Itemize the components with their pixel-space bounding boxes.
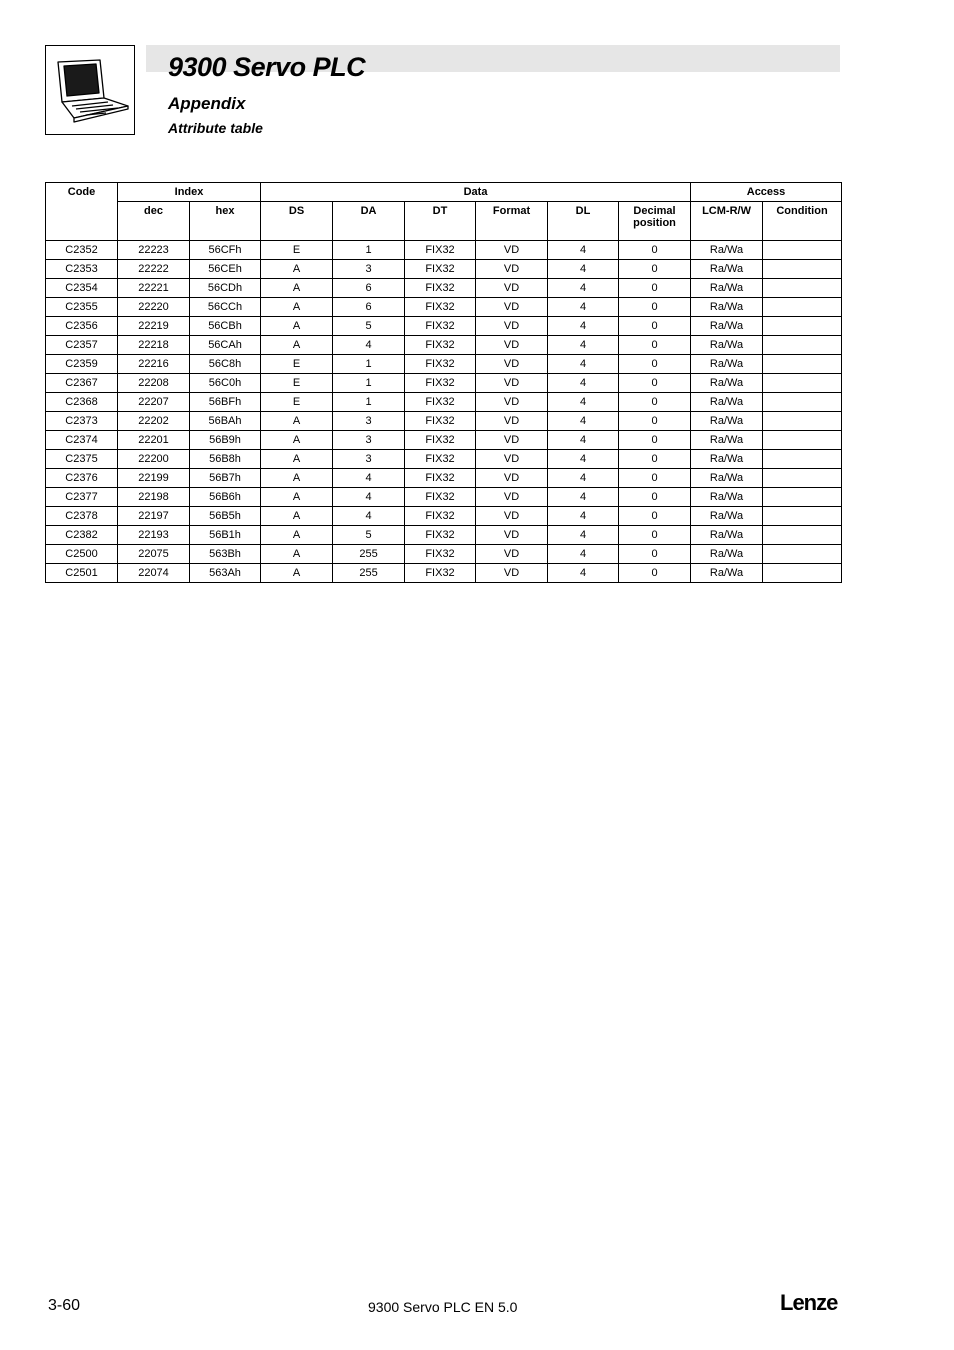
laptop-icon-frame	[45, 45, 135, 135]
table-body	[46, 241, 842, 583]
table-cell: 22220	[118, 298, 190, 317]
table-cell: 0	[619, 317, 691, 336]
table-cell	[763, 317, 842, 336]
table-cell: C2375	[46, 450, 118, 469]
table-cell: Ra/Wa	[691, 298, 763, 317]
table-cell: 1	[333, 241, 405, 260]
table-cell: 56BAh	[190, 412, 261, 431]
table-cell: 4	[548, 260, 619, 279]
table-cell: A	[261, 450, 333, 469]
table-cell: C2367	[46, 374, 118, 393]
table-cell: VD	[476, 241, 548, 260]
table-cell: 563Bh	[190, 545, 261, 564]
column-group-index: Index	[118, 183, 261, 202]
table-cell: Ra/Wa	[691, 355, 763, 374]
table-cell: 22221	[118, 279, 190, 298]
table-cell: VD	[476, 431, 548, 450]
table-cell: 0	[619, 526, 691, 545]
table-cell: FIX32	[405, 317, 476, 336]
table-cell: 4	[548, 298, 619, 317]
table-cell	[763, 545, 842, 564]
table-cell: VD	[476, 298, 548, 317]
table-cell: 4	[548, 450, 619, 469]
table-cell: 1	[333, 355, 405, 374]
table-cell: FIX32	[405, 488, 476, 507]
table-cell: FIX32	[405, 355, 476, 374]
table-cell: FIX32	[405, 241, 476, 260]
table-row	[46, 526, 842, 545]
table-cell: A	[261, 469, 333, 488]
table-cell: 3	[333, 260, 405, 279]
column-header-decimal-position: Decimal position	[619, 202, 691, 241]
table-cell: 22193	[118, 526, 190, 545]
table-cell: 56B9h	[190, 431, 261, 450]
column-header-da: DA	[333, 202, 405, 241]
table-cell: Ra/Wa	[691, 431, 763, 450]
column-header-hex: hex	[190, 202, 261, 241]
table-row	[46, 431, 842, 450]
table-cell: Ra/Wa	[691, 374, 763, 393]
table-cell: FIX32	[405, 393, 476, 412]
table-row	[46, 469, 842, 488]
table-cell: VD	[476, 279, 548, 298]
table-cell: 22207	[118, 393, 190, 412]
table-row	[46, 374, 842, 393]
table-cell: FIX32	[405, 336, 476, 355]
table-cell: 4	[548, 241, 619, 260]
table-cell: 0	[619, 355, 691, 374]
table-cell: 22197	[118, 507, 190, 526]
table-cell: A	[261, 526, 333, 545]
section-title: Appendix	[168, 94, 246, 113]
table-cell: FIX32	[405, 374, 476, 393]
table-cell: 4	[333, 488, 405, 507]
table-cell: 22198	[118, 488, 190, 507]
attribute-table	[45, 182, 842, 583]
table-cell: 6	[333, 279, 405, 298]
table-cell: 4	[548, 526, 619, 545]
table-cell: Ra/Wa	[691, 450, 763, 469]
table-cell: Ra/Wa	[691, 412, 763, 431]
table-cell: Ra/Wa	[691, 393, 763, 412]
table-cell: A	[261, 260, 333, 279]
table-cell: A	[261, 431, 333, 450]
table-cell: 22200	[118, 450, 190, 469]
table-cell: 4	[548, 545, 619, 564]
column-header-dl: DL	[548, 202, 619, 241]
table-cell: 56B8h	[190, 450, 261, 469]
column-header-code: Code	[46, 183, 118, 241]
table-cell	[763, 450, 842, 469]
table-cell: C2382	[46, 526, 118, 545]
table-cell: C2373	[46, 412, 118, 431]
table-cell: 56B7h	[190, 469, 261, 488]
table-cell: C2501	[46, 564, 118, 583]
table-cell: 563Ah	[190, 564, 261, 583]
table-cell: 4	[548, 279, 619, 298]
table-cell: A	[261, 564, 333, 583]
table-cell: C2500	[46, 545, 118, 564]
table-cell: 0	[619, 488, 691, 507]
table-cell: VD	[476, 545, 548, 564]
table-cell: 0	[619, 469, 691, 488]
table-cell: A	[261, 507, 333, 526]
table-cell: 0	[619, 545, 691, 564]
table-cell: A	[261, 412, 333, 431]
table-cell: E	[261, 241, 333, 260]
table-cell: 255	[333, 545, 405, 564]
table-cell: 56CFh	[190, 241, 261, 260]
table-row	[46, 488, 842, 507]
table-row	[46, 412, 842, 431]
column-header-dt: DT	[405, 202, 476, 241]
table-cell: C2377	[46, 488, 118, 507]
table-cell: 4	[548, 431, 619, 450]
table-cell: VD	[476, 412, 548, 431]
table-cell: 22075	[118, 545, 190, 564]
table-cell: 4	[548, 469, 619, 488]
table-cell: 56B6h	[190, 488, 261, 507]
document-reference: 9300 Servo PLC EN 5.0	[368, 1299, 518, 1315]
table-cell: VD	[476, 317, 548, 336]
table-cell: 5	[333, 317, 405, 336]
table-cell: C2354	[46, 279, 118, 298]
table-cell: 4	[548, 317, 619, 336]
table-cell: 4	[548, 393, 619, 412]
brand-logo: Lenze	[780, 1290, 838, 1315]
table-cell: 22218	[118, 336, 190, 355]
table-cell	[763, 412, 842, 431]
table-cell	[763, 260, 842, 279]
table-cell: Ra/Wa	[691, 279, 763, 298]
table-cell: 56BFh	[190, 393, 261, 412]
table-cell: Ra/Wa	[691, 241, 763, 260]
table-cell: 4	[333, 336, 405, 355]
table-cell: Ra/Wa	[691, 507, 763, 526]
page-number: 3-60	[48, 1297, 81, 1314]
table-cell: 1	[333, 393, 405, 412]
table-cell: VD	[476, 507, 548, 526]
table-cell: 22223	[118, 241, 190, 260]
table-cell: C2356	[46, 317, 118, 336]
table-cell	[763, 374, 842, 393]
table-cell: Ra/Wa	[691, 545, 763, 564]
table-cell: FIX32	[405, 564, 476, 583]
table-cell: C2355	[46, 298, 118, 317]
table-cell	[763, 298, 842, 317]
table-cell: 0	[619, 374, 691, 393]
table-row	[46, 393, 842, 412]
table-cell: FIX32	[405, 450, 476, 469]
table-cell: FIX32	[405, 469, 476, 488]
table-cell: 0	[619, 393, 691, 412]
column-header-condition: Condition	[763, 202, 842, 241]
table-cell: 0	[619, 431, 691, 450]
table-row	[46, 545, 842, 564]
table-cell: 6	[333, 298, 405, 317]
table-cell: 22074	[118, 564, 190, 583]
table-cell: VD	[476, 564, 548, 583]
table-cell: Ra/Wa	[691, 469, 763, 488]
table-cell: 0	[619, 450, 691, 469]
table-cell: 255	[333, 564, 405, 583]
table-row	[46, 564, 842, 583]
subsection-title: Attribute table	[168, 120, 263, 136]
table-cell	[763, 507, 842, 526]
table-cell: 56B1h	[190, 526, 261, 545]
table-cell: 3	[333, 412, 405, 431]
table-cell: E	[261, 374, 333, 393]
table-cell: C2352	[46, 241, 118, 260]
table-cell: VD	[476, 374, 548, 393]
table-cell	[763, 355, 842, 374]
table-cell: FIX32	[405, 526, 476, 545]
table-cell: Ra/Wa	[691, 317, 763, 336]
table-cell: VD	[476, 393, 548, 412]
table-cell: 0	[619, 279, 691, 298]
table-cell: 56CCh	[190, 298, 261, 317]
table-row	[46, 317, 842, 336]
table-cell: 0	[619, 298, 691, 317]
table-header-row	[46, 183, 842, 202]
table-cell	[763, 469, 842, 488]
table-row	[46, 260, 842, 279]
table-cell: C2376	[46, 469, 118, 488]
table-row	[46, 507, 842, 526]
table-cell: 22216	[118, 355, 190, 374]
table-cell	[763, 431, 842, 450]
table-cell: 4	[333, 507, 405, 526]
table-cell	[763, 393, 842, 412]
table-cell: 56CDh	[190, 279, 261, 298]
table-cell: 0	[619, 241, 691, 260]
table-cell: 22208	[118, 374, 190, 393]
table-cell: VD	[476, 260, 548, 279]
table-cell: 56C8h	[190, 355, 261, 374]
column-header-format: Format	[476, 202, 548, 241]
table-cell: Ra/Wa	[691, 564, 763, 583]
table-cell: 22202	[118, 412, 190, 431]
page-title: 9300 Servo PLC	[168, 52, 366, 82]
table-cell	[763, 336, 842, 355]
table-cell: 4	[548, 336, 619, 355]
table-cell	[763, 564, 842, 583]
column-group-data: Data	[261, 183, 691, 202]
table-cell: VD	[476, 526, 548, 545]
table-cell: FIX32	[405, 298, 476, 317]
table-cell: 22201	[118, 431, 190, 450]
table-cell: VD	[476, 336, 548, 355]
table-cell: 3	[333, 431, 405, 450]
table-row	[46, 279, 842, 298]
table-cell: A	[261, 279, 333, 298]
table-cell: 4	[333, 469, 405, 488]
table-row	[46, 450, 842, 469]
table-cell: A	[261, 336, 333, 355]
table-cell: E	[261, 355, 333, 374]
table-cell: FIX32	[405, 279, 476, 298]
table-subheader-row	[46, 202, 842, 241]
column-header-dec: dec	[118, 202, 190, 241]
table-cell: VD	[476, 488, 548, 507]
table-cell: 22199	[118, 469, 190, 488]
column-header-ds: DS	[261, 202, 333, 241]
table-cell: 4	[548, 374, 619, 393]
table-cell: VD	[476, 469, 548, 488]
table-cell: C2378	[46, 507, 118, 526]
table-cell: 56CBh	[190, 317, 261, 336]
table-cell: A	[261, 545, 333, 564]
table-cell: Ra/Wa	[691, 488, 763, 507]
table-cell: FIX32	[405, 545, 476, 564]
table-cell: 4	[548, 564, 619, 583]
table-cell: FIX32	[405, 507, 476, 526]
table-cell	[763, 241, 842, 260]
table-cell: VD	[476, 450, 548, 469]
table-cell: Ra/Wa	[691, 336, 763, 355]
table-cell: 4	[548, 507, 619, 526]
table-row	[46, 241, 842, 260]
table-cell: 4	[548, 412, 619, 431]
table-cell: 22222	[118, 260, 190, 279]
table-cell: 56B5h	[190, 507, 261, 526]
table-cell: C2374	[46, 431, 118, 450]
table-cell: 56C0h	[190, 374, 261, 393]
table-cell: VD	[476, 355, 548, 374]
table-cell: C2353	[46, 260, 118, 279]
table-cell: C2368	[46, 393, 118, 412]
table-cell: E	[261, 393, 333, 412]
table-cell: FIX32	[405, 260, 476, 279]
table-cell: 0	[619, 564, 691, 583]
table-cell: 4	[548, 355, 619, 374]
laptop-icon	[46, 46, 134, 134]
column-header-lcm-rw: LCM-R/W	[691, 202, 763, 241]
table-cell: 0	[619, 336, 691, 355]
table-cell: A	[261, 488, 333, 507]
table-cell: 56CAh	[190, 336, 261, 355]
table-cell: Ra/Wa	[691, 260, 763, 279]
table-cell: 5	[333, 526, 405, 545]
table-cell: 22219	[118, 317, 190, 336]
table-cell: 4	[548, 488, 619, 507]
table-cell: 0	[619, 507, 691, 526]
table-row	[46, 336, 842, 355]
table-cell: C2359	[46, 355, 118, 374]
table-row	[46, 298, 842, 317]
column-group-access: Access	[691, 183, 842, 202]
table-cell: 1	[333, 374, 405, 393]
table-cell	[763, 488, 842, 507]
table-cell: 3	[333, 450, 405, 469]
table-cell: FIX32	[405, 431, 476, 450]
table-cell: FIX32	[405, 412, 476, 431]
table-cell: C2357	[46, 336, 118, 355]
table-cell: 0	[619, 412, 691, 431]
table-cell: 0	[619, 260, 691, 279]
table-cell: A	[261, 298, 333, 317]
table-cell: A	[261, 317, 333, 336]
table-cell: Ra/Wa	[691, 526, 763, 545]
table-cell	[763, 526, 842, 545]
table-cell	[763, 279, 842, 298]
table-row	[46, 355, 842, 374]
table-cell: 56CEh	[190, 260, 261, 279]
